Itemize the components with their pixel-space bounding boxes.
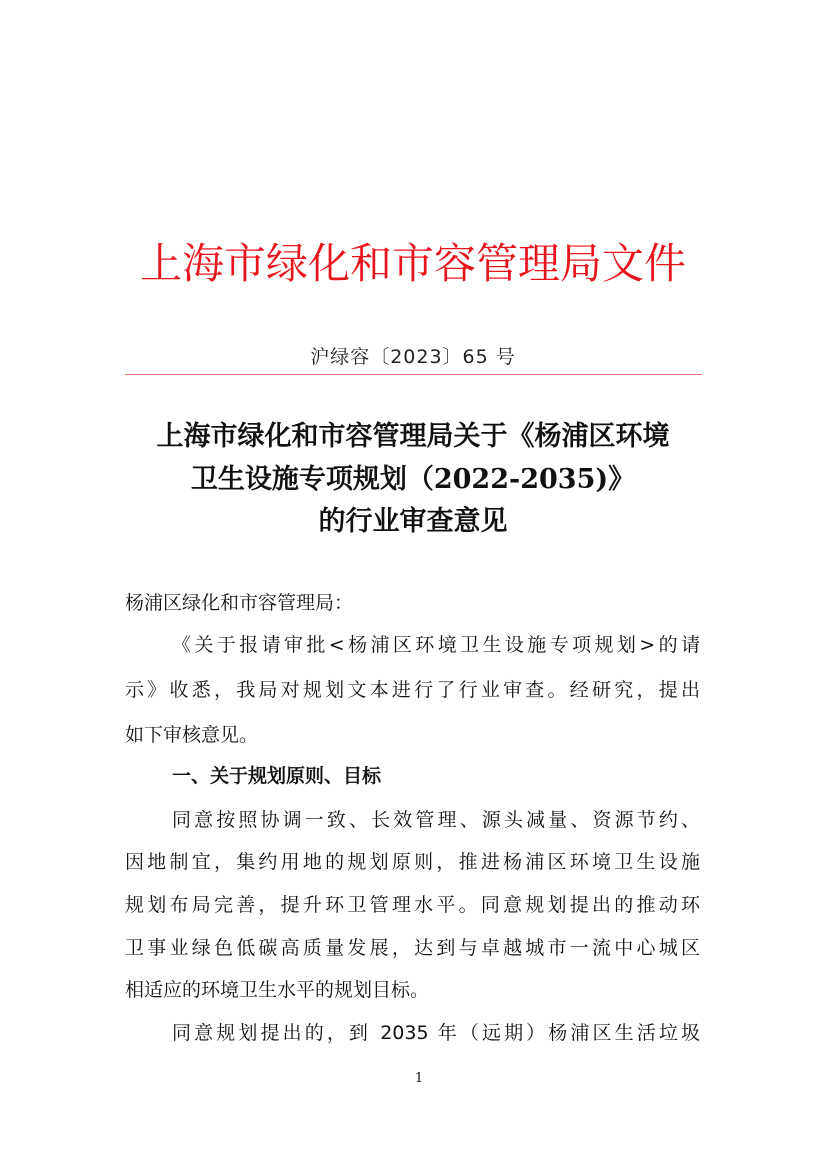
- paragraph-line: 示》收悉，我局对规划文本进行了行业审查。经研究，提出: [125, 679, 700, 701]
- document-title-line-2: 卫生设施专项规划（2022-2035)》: [190, 464, 636, 495]
- addressee: 杨浦区绿化和市容管理局：: [125, 592, 354, 614]
- paragraph-line: 《关于报请审批<杨浦区环境卫生设施专项规划>的请: [172, 634, 700, 656]
- document-number: 沪绿容〔2023〕65 号: [310, 346, 516, 368]
- section-heading: 一、关于规划原则、目标: [172, 765, 382, 787]
- document-title-line-1: 上海市绿化和市容管理局关于《杨浦区环境: [156, 421, 670, 452]
- paragraph-line: 相适应的环境卫生水平的规划目标。: [125, 979, 430, 1001]
- document-title-line-3: 的行业审查意见: [318, 506, 508, 537]
- paragraph-line: 如下审核意见。: [125, 724, 259, 746]
- page-number: 1: [414, 1071, 424, 1086]
- paragraph-line: 卫事业绿色低碳高质量发展，达到与卓越城市一流中心城区: [125, 937, 700, 959]
- paragraph-line: 规划布局完善，提升环卫管理水平。同意规划提出的推动环: [125, 894, 700, 916]
- paragraph-line: 因地制宜，集约用地的规划原则，推进杨浦区环境卫生设施: [125, 851, 700, 873]
- paragraph-line: 同意规划提出的，到 2035 年（远期）杨浦区生活垃圾: [172, 1022, 700, 1044]
- paragraph-line: 同意按照协调一致、长效管理、源头减量、资源节约、: [172, 809, 700, 831]
- header-divider: [125, 374, 702, 375]
- document-header: 上海市绿化和市容管理局文件: [139, 239, 686, 288]
